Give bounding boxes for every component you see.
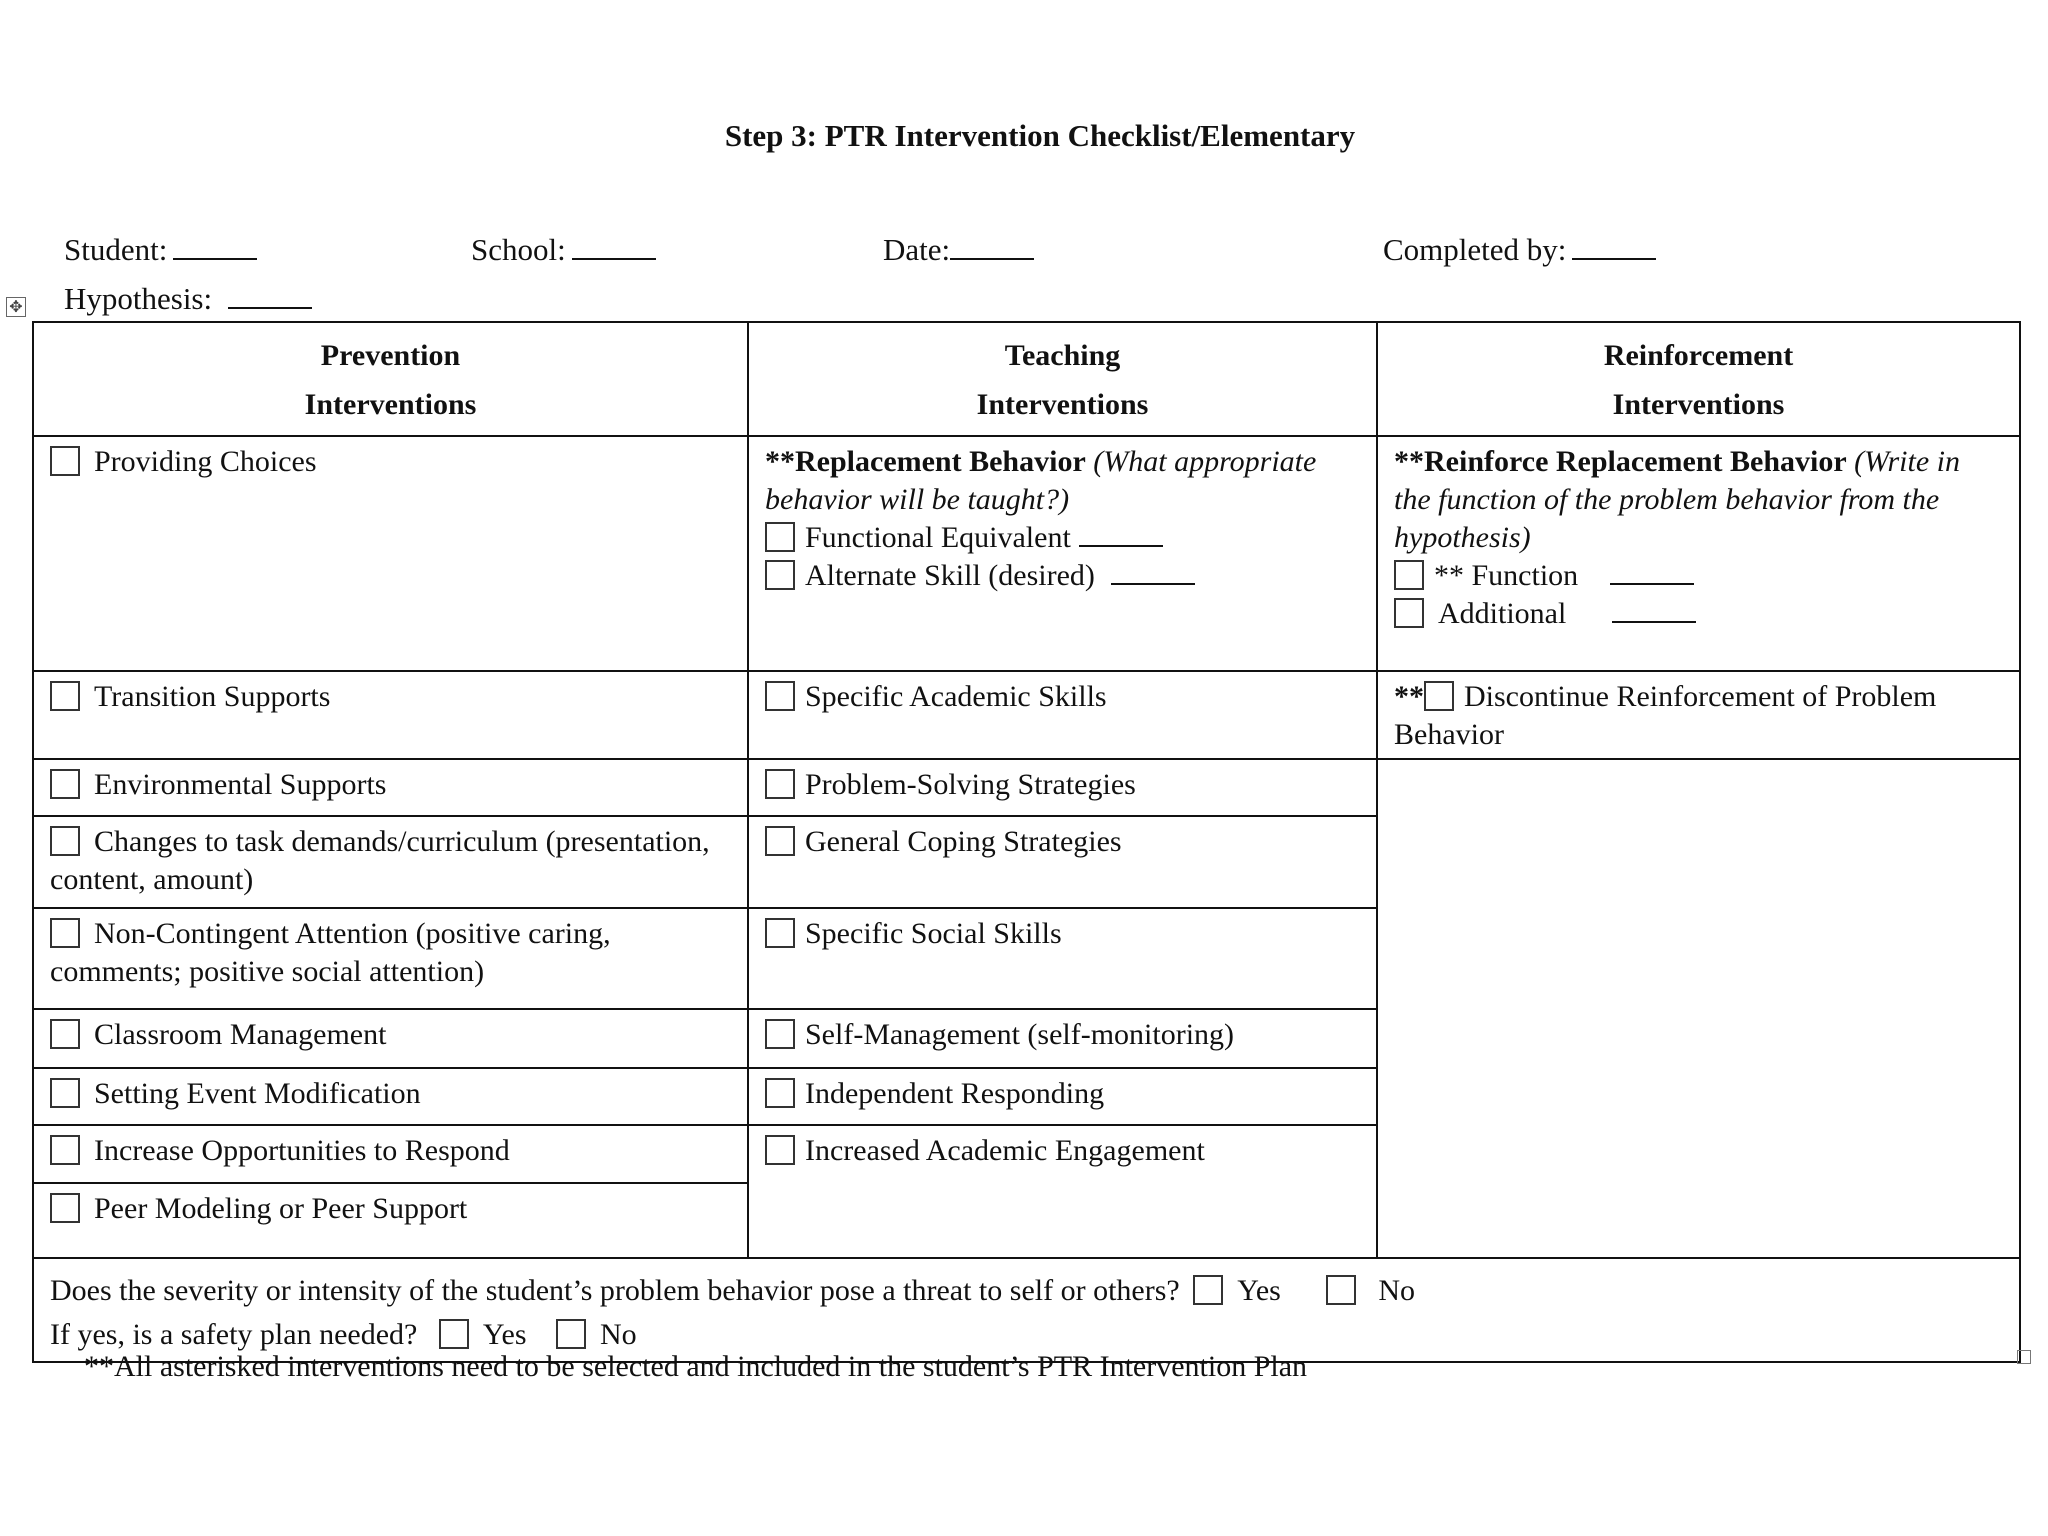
alternate-skill-row: Alternate Skill (desired) (765, 557, 1360, 595)
teaching-replacement-cell (748, 436, 1377, 671)
student-label: Student: (64, 232, 168, 267)
checkbox-self-management[interactable] (765, 1019, 795, 1049)
table-resize-handle-icon[interactable] (2017, 1350, 2031, 1364)
safety-question-2: If yes, is a safety plan needed? Yes No (50, 1318, 637, 1351)
prevention-cell: Non-Contingent Attention (positive caring, comments; positive social attention) (33, 908, 748, 1009)
table-row (33, 671, 2020, 759)
checkbox-changes-task-demands[interactable] (50, 826, 80, 856)
prevention-cell (33, 436, 748, 671)
table-row (33, 759, 2020, 816)
header-reinforcement: Reinforcement Interventions (1377, 322, 2020, 436)
teaching-cell: Increased Academic Engagement (748, 1125, 1377, 1258)
prevention-cell: Environmental Supports (33, 759, 748, 816)
prevention-cell: Classroom Management (33, 1009, 748, 1068)
checkbox-function[interactable] (1394, 560, 1424, 590)
hypothesis-blank[interactable] (228, 281, 312, 309)
school-blank[interactable] (572, 232, 656, 260)
school-label: School: (471, 232, 566, 267)
prevention-cell: Increase Opportunities to Respond (33, 1125, 748, 1183)
alternate-skill-blank[interactable] (1111, 559, 1195, 585)
checkbox-discontinue-reinforcement[interactable] (1424, 681, 1454, 711)
checkbox-additional[interactable] (1394, 598, 1424, 628)
date-label: Date: (883, 232, 951, 267)
checkbox-general-coping[interactable] (765, 826, 795, 856)
prevention-cell: Changes to task demands/curriculum (presentation, content, amount) (33, 816, 748, 908)
reinforcement-empty-cell (1377, 759, 2020, 1258)
discontinue-asterisks: ** (1394, 680, 1424, 713)
replacement-behavior-note: (What appropriate behavior will be taught?) (765, 445, 1317, 516)
checkbox-increase-opportunities[interactable] (50, 1135, 80, 1165)
checkbox-environmental-supports[interactable] (50, 769, 80, 799)
checkbox-classroom-management[interactable] (50, 1019, 80, 1049)
teaching-cell: General Coping Strategies (748, 816, 1377, 908)
function-blank[interactable] (1610, 559, 1694, 585)
reinforcement-replacement-cell (1377, 436, 2020, 671)
checkbox-transition-supports[interactable] (50, 681, 80, 711)
reinforcement-discontinue-cell: ** Discontinue Reinforcement of Problem Behavior (1377, 671, 2020, 759)
checkbox-safety-plan-no[interactable] (556, 1319, 586, 1349)
teaching-cell: Independent Responding (748, 1068, 1377, 1125)
table-row (33, 436, 2020, 671)
teaching-cell: Specific Social Skills (748, 908, 1377, 1009)
checkbox-peer-modeling[interactable] (50, 1193, 80, 1223)
checkbox-setting-event-modification[interactable] (50, 1078, 80, 1108)
checkbox-increased-academic-engagement[interactable] (765, 1135, 795, 1165)
additional-blank[interactable] (1612, 597, 1696, 623)
checkbox-threat-yes[interactable] (1193, 1275, 1223, 1305)
page-title: Step 3: PTR Intervention Checklist/Elementary (724, 118, 1356, 153)
functional-equivalent-blank[interactable] (1079, 521, 1163, 547)
checkbox-specific-academic-skills[interactable] (765, 681, 795, 711)
header-teaching: Teaching Interventions (748, 322, 1377, 436)
teaching-cell: Problem-Solving Strategies (748, 759, 1377, 816)
checkbox-threat-no[interactable] (1326, 1275, 1356, 1305)
checkbox-alternate-skill[interactable] (765, 560, 795, 590)
school-field (440, 196, 656, 304)
date-blank[interactable] (950, 232, 1034, 260)
completed-by-blank[interactable] (1572, 232, 1656, 260)
completed-by-label: Completed by: (1383, 232, 1567, 267)
checkbox-specific-social-skills[interactable] (765, 918, 795, 948)
date-field (852, 196, 1034, 304)
checkbox-functional-equivalent[interactable] (765, 522, 795, 552)
functional-equivalent-row: Functional Equivalent (765, 519, 1360, 557)
safety-question-1: Does the severity or intensity of the student’s problem behavior pose a threat to self or others? Yes No (50, 1274, 1416, 1307)
reinforce-heading: **Reinforce Replacement Behavior (1394, 445, 1847, 478)
checkbox-non-contingent-attention[interactable] (50, 918, 80, 948)
header-prevention: Prevention Interventions (33, 322, 748, 436)
prevention-cell: Peer Modeling or Peer Support (33, 1183, 748, 1258)
intervention-table (32, 321, 2021, 1363)
item-label: Providing Choices (94, 445, 317, 478)
checkbox-providing-choices[interactable] (50, 446, 80, 476)
hypothesis-label: Hypothesis: (64, 281, 213, 316)
teaching-cell: Self-Management (self-monitoring) (748, 1009, 1377, 1068)
reinforce-note: (Write in the function of the problem behavior from the hypothesis) (1394, 445, 1960, 554)
table-header-row (33, 322, 2020, 436)
footnote: **All asterisked interventions need to be selected and included in the student’s PTR Intervention Plan (84, 1350, 1308, 1383)
checkbox-independent-responding[interactable] (765, 1078, 795, 1108)
completed-by-field (1352, 196, 1656, 304)
safety-row (33, 1258, 2020, 1362)
prevention-cell: Setting Event Modification (33, 1068, 748, 1125)
additional-row: Additional (1394, 595, 2003, 633)
safety-cell (33, 1258, 2020, 1362)
replacement-behavior-heading: **Replacement Behavior (765, 445, 1086, 478)
table-move-handle-icon[interactable]: ✥ (6, 297, 26, 317)
prevention-cell: Transition Supports (33, 671, 748, 759)
teaching-cell: Specific Academic Skills (748, 671, 1377, 759)
checkbox-problem-solving[interactable] (765, 769, 795, 799)
function-row: ** Function (1394, 557, 2003, 595)
checkbox-safety-plan-yes[interactable] (439, 1319, 469, 1349)
